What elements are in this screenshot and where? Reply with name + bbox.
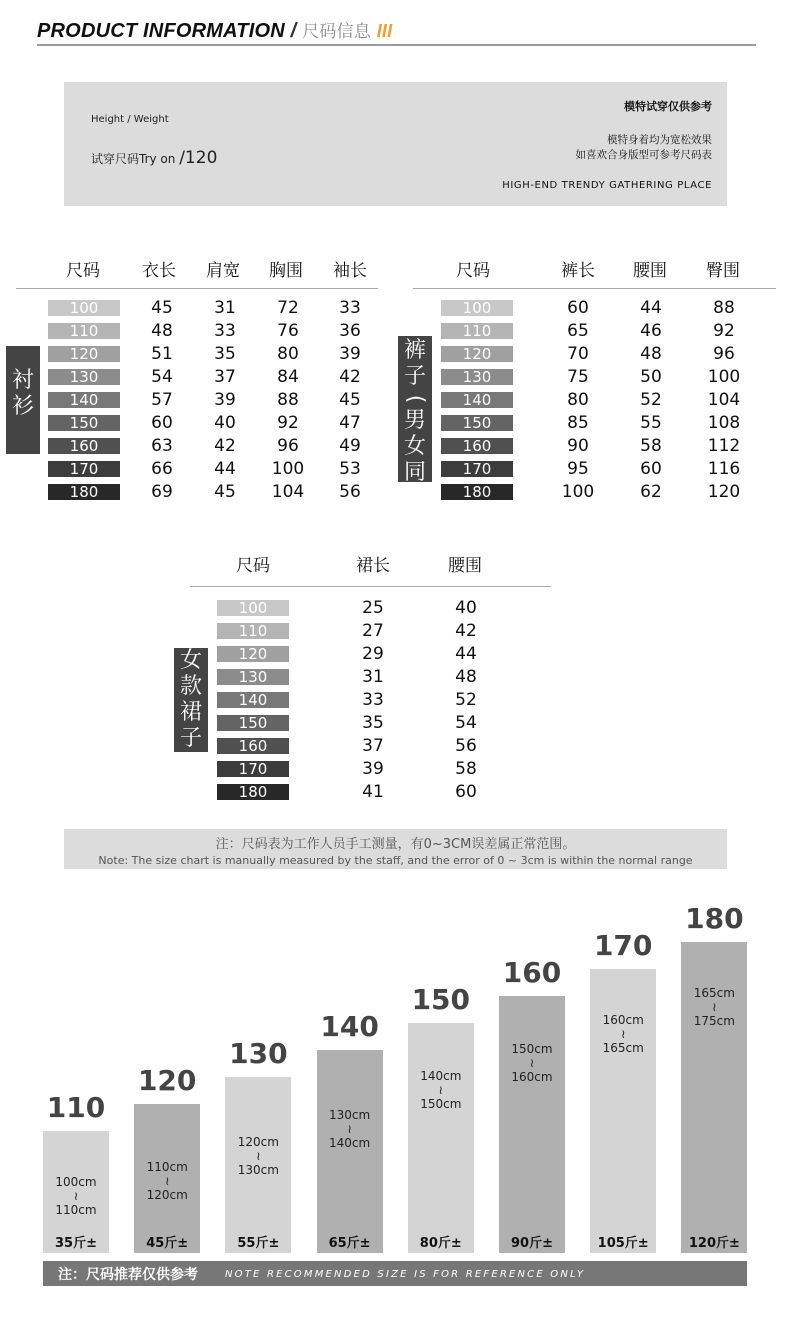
pants-cell: 112 [707,436,741,456]
height-column [408,983,474,1253]
pants-header-3: 臀围 [706,261,740,281]
pants-cell: 120 [707,482,741,502]
try-on-value: /120 [179,148,218,168]
shirt-cell: 56 [339,482,361,502]
skirt-cell: 44 [455,644,477,664]
pants-size-5: 150 [441,415,513,431]
shirt-size-1: 110 [48,323,120,339]
skirt-cell: 58 [455,759,477,779]
skirt-size-7: 170 [217,761,289,777]
shirt-cell: 42 [214,436,236,456]
weight-label: 90斤± [511,1236,553,1251]
pants-size-3: 130 [441,369,513,385]
height-column [590,929,656,1253]
height-range-range-bottom: 120cm [146,1188,188,1202]
height-column [499,956,565,1253]
pants-cell: 46 [640,321,662,341]
skirt-cell: 27 [362,621,384,641]
page-title-cn: 尺码信息 [302,22,371,41]
shirt-cell: 40 [214,413,236,433]
footer-note-cn: 注：尺码推荐仅供参考 [58,1267,198,1283]
skirt-size-6: 160 [217,738,289,754]
measurement-note-cn: 注：尺码表为工作人员手工测量，有0~3CM误差属正常范围。 [215,837,576,852]
height-range [317,1108,383,1150]
height-range [499,1042,565,1084]
pants-cell: 60 [640,459,662,479]
skirt-cell: 52 [455,690,477,710]
skirt-cell: 42 [455,621,477,641]
shirt-cell: 100 [271,459,305,479]
height-column [317,1010,383,1253]
pants-cell: 92 [713,321,735,341]
pants-cell: 95 [567,459,589,479]
skirt-header-1: 裙长 [356,556,390,576]
height-range [408,1069,474,1111]
skirt-cell: 25 [362,598,384,618]
shirt-label-char: 衬 [11,368,34,393]
shirt-cell: 42 [339,367,361,387]
skirt-size-2: 120 [217,646,289,662]
skirt-cell: 33 [362,690,384,710]
shirt-cell: 44 [214,459,236,479]
skirt-cell: 35 [362,713,384,733]
height-range-range-top: 110cm [146,1160,188,1174]
shirt-cell: 45 [339,390,361,410]
pants-label-char: 裤 [403,338,426,363]
shirt-cell: 92 [277,413,299,433]
height-range [681,986,747,1028]
skirt-cell: 40 [455,598,477,618]
brand-tagline: HIGH-END TRENDY GATHERING PLACE [502,180,712,191]
shirt-cell: 72 [277,298,299,318]
skirt-size-5: 150 [217,715,289,731]
pants-size-2: 120 [441,346,513,362]
skirt-size-1: 110 [217,623,289,639]
shirt-header-divider [16,288,378,289]
pants-cell: 62 [640,482,662,502]
shirt-cell: 60 [151,413,173,433]
shirt-cell: 63 [151,436,173,456]
pants-header-0: 尺码 [456,261,490,281]
shirt-cell: 48 [151,321,173,341]
shirt-cell: 39 [214,390,236,410]
shirt-category-label [6,346,40,454]
pants-label-char: 女 [403,434,426,459]
weight-label: 120斤± [688,1236,740,1251]
size-number: 180 [685,902,744,935]
skirt-cell: 60 [455,782,477,802]
skirt-category-label [174,648,208,752]
pants-size-8: 180 [441,484,513,500]
pants-label-char: 同 [403,460,426,485]
size-number: 170 [593,929,653,962]
skirt-label-char: 裙 [179,700,202,725]
shirt-size-6: 160 [48,438,120,454]
height-range-range-bottom: 140cm [328,1136,371,1150]
skirt-size-3: 130 [217,669,289,685]
height-range-range-top: 100cm [55,1175,97,1189]
shirt-cell: 45 [214,482,236,502]
size-number: 120 [137,1064,197,1097]
pants-cell: 100 [707,367,741,387]
shirt-size-2: 120 [48,346,120,362]
shirt-cell: 36 [339,321,361,341]
shirt-cell: 88 [277,390,299,410]
pants-size-6: 160 [441,438,513,454]
height-range-range-bottom: 110cm [55,1203,97,1217]
height-range-range-bottom: 160cm [511,1070,553,1084]
shirt-cell: 66 [151,459,173,479]
weight-label: 55斤± [237,1236,280,1251]
height-range [134,1160,200,1202]
shirt-cell: 45 [151,298,173,318]
pants-cell: 88 [713,298,735,318]
shirt-cell: 57 [151,390,173,410]
weight-label: 45斤± [146,1236,189,1251]
height-column [225,1037,291,1253]
shirt-label-char: 衫 [11,394,34,419]
measurement-note [64,829,727,869]
shirt-header-2: 肩宽 [206,261,240,281]
pants-size-0: 100 [441,300,513,316]
model-reference-title: 模特试穿仅供参考 [624,100,712,113]
skirt-size-4: 140 [217,692,289,708]
height-range-tilde: ≀ [164,1174,170,1188]
pants-label-char: 子 [403,364,426,389]
shirt-cell: 104 [271,482,305,502]
height-column [43,1091,109,1253]
skirt-header-2: 腰围 [448,556,482,576]
shirt-cell: 47 [339,413,361,433]
pants-label-char: ( [403,394,428,404]
shirt-cell: 51 [151,344,173,364]
shirt-cell: 33 [339,298,361,318]
shirt-cell: 76 [277,321,299,341]
shirt-size-3: 130 [48,369,120,385]
skirt-header-divider [190,586,551,587]
title-bars-decoration: III [376,21,393,41]
pants-cell: 52 [640,390,662,410]
height-range-tilde: ≀ [620,1027,626,1041]
pants-header-divider [413,288,776,289]
shirt-cell: 69 [151,482,173,502]
shirt-header-1: 衣长 [142,261,176,281]
skirt-cell: 29 [362,644,384,664]
pants-header-1: 裤长 [561,261,595,281]
shirt-cell: 35 [214,344,236,364]
size-number: 110 [46,1091,106,1124]
weight-label: 80斤± [419,1236,462,1251]
shirt-cell: 84 [277,367,299,387]
skirt-cell: 37 [362,736,384,756]
shirt-cell: 31 [214,298,236,318]
height-range-range-top: 140cm [420,1069,462,1083]
height-range [225,1135,291,1177]
height-range-range-bottom: 175cm [693,1014,735,1028]
pants-cell: 65 [567,321,589,341]
pants-cell: 116 [707,459,741,479]
height-range-range-top: 160cm [602,1013,644,1027]
pants-cell: 85 [567,413,589,433]
shirt-header-3: 胸围 [269,261,303,281]
height-range-tilde: ≀ [712,1000,717,1014]
size-number: 160 [502,956,562,989]
skirt-cell: 39 [362,759,384,779]
pants-cell: 80 [567,390,589,410]
shirt-cell: 80 [277,344,299,364]
pants-header-2: 腰围 [633,261,667,281]
height-range-range-bottom: 130cm [237,1163,279,1177]
height-range-range-bottom: 165cm [602,1041,644,1055]
height-range-range-top: 130cm [328,1108,371,1122]
height-column [681,902,747,1253]
size-number: 140 [320,1010,379,1043]
model-info-box [64,82,727,206]
height-weight-label: Height / Weight [91,114,169,125]
shirt-cell: 33 [214,321,236,341]
skirt-cell: 41 [362,782,384,802]
pants-cell: 108 [707,413,741,433]
title-slash: / [290,20,297,42]
height-column [134,1064,200,1253]
pants-label-char: 款 [403,486,426,511]
shirt-cell: 53 [339,459,361,479]
pants-cell: 75 [567,367,589,387]
model-fit-note [576,133,713,163]
pants-cell: 44 [640,298,662,318]
try-on-size [91,148,217,168]
size-number: 130 [229,1037,288,1070]
pants-label-char: 男 [403,408,426,433]
skirt-cell: 56 [455,736,477,756]
skirt-label-char: 女 [179,648,202,673]
height-range-tilde: ≀ [438,1083,444,1097]
page-title [37,17,392,43]
shirt-size-4: 140 [48,392,120,408]
pants-cell: 55 [640,413,662,433]
height-range-range-top: 165cm [693,986,735,1000]
shirt-size-0: 100 [48,300,120,316]
shirt-size-8: 180 [48,484,120,500]
height-range-range-top: 150cm [511,1042,553,1056]
shirt-header-0: 尺码 [66,261,100,281]
pants-category-label [398,336,432,526]
height-range-tilde: ≀ [529,1056,535,1070]
shirt-cell: 96 [277,436,299,456]
pants-cell: 70 [567,344,589,364]
measurement-note-en: Note: The size chart is manually measured by the staff, and the error of 0 ~ 3cm is within the normal range [98,854,693,867]
pants-size-1: 110 [441,323,513,339]
height-range-range-bottom: 150cm [420,1097,462,1111]
shirt-cell: 54 [151,367,173,387]
pants-cell: 90 [567,436,589,456]
skirt-label-char: 子 [179,726,202,751]
skirt-cell: 48 [455,667,477,687]
page-title-en: PRODUCT INFORMATION [37,20,285,42]
skirt-size-0: 100 [217,600,289,616]
size-number: 150 [411,983,471,1016]
height-range-range-top: 120cm [237,1135,279,1149]
pants-cell: 100 [561,482,595,502]
shirt-cell: 39 [339,344,361,364]
weight-label: 35斤± [55,1236,97,1251]
pants-cell: 48 [640,344,662,364]
footer-note-en: NOTE RECOMMENDED SIZE IS FOR REFERENCE ONLY [225,1269,586,1280]
height-range-tilde: ≀ [256,1149,261,1163]
pants-cell: 104 [707,390,741,410]
skirt-cell: 54 [455,713,477,733]
skirt-header-0: 尺码 [236,556,270,576]
shirt-size-5: 150 [48,415,120,431]
try-on-label: 试穿尺码Try on [91,152,176,166]
header-divider [37,44,756,46]
height-range-tilde: ≀ [73,1189,79,1203]
weight-label: 105斤± [597,1236,649,1251]
recommendation-footer [43,1261,747,1286]
pants-cell: 58 [640,436,662,456]
weight-label: 65斤± [328,1236,371,1251]
pants-size-7: 170 [441,461,513,477]
pants-cell: 96 [713,344,735,364]
shirt-header-4: 袖长 [333,261,367,281]
model-fit-line1: 模特身着均为宽松效果 [607,134,712,146]
skirt-label-char: 款 [179,674,202,699]
pants-cell: 50 [640,367,662,387]
pants-size-4: 140 [441,392,513,408]
height-range [590,1013,656,1055]
skirt-size-8: 180 [217,784,289,800]
shirt-cell: 49 [339,436,361,456]
height-range-tilde: ≀ [347,1122,352,1136]
skirt-cell: 31 [362,667,384,687]
pants-cell: 60 [567,298,589,318]
model-fit-line2: 如喜欢合身版型可参考尺码表 [575,149,712,161]
pants-label-char: ) [403,516,428,526]
height-range [43,1175,109,1217]
shirt-cell: 37 [214,367,236,387]
shirt-size-7: 170 [48,461,120,477]
